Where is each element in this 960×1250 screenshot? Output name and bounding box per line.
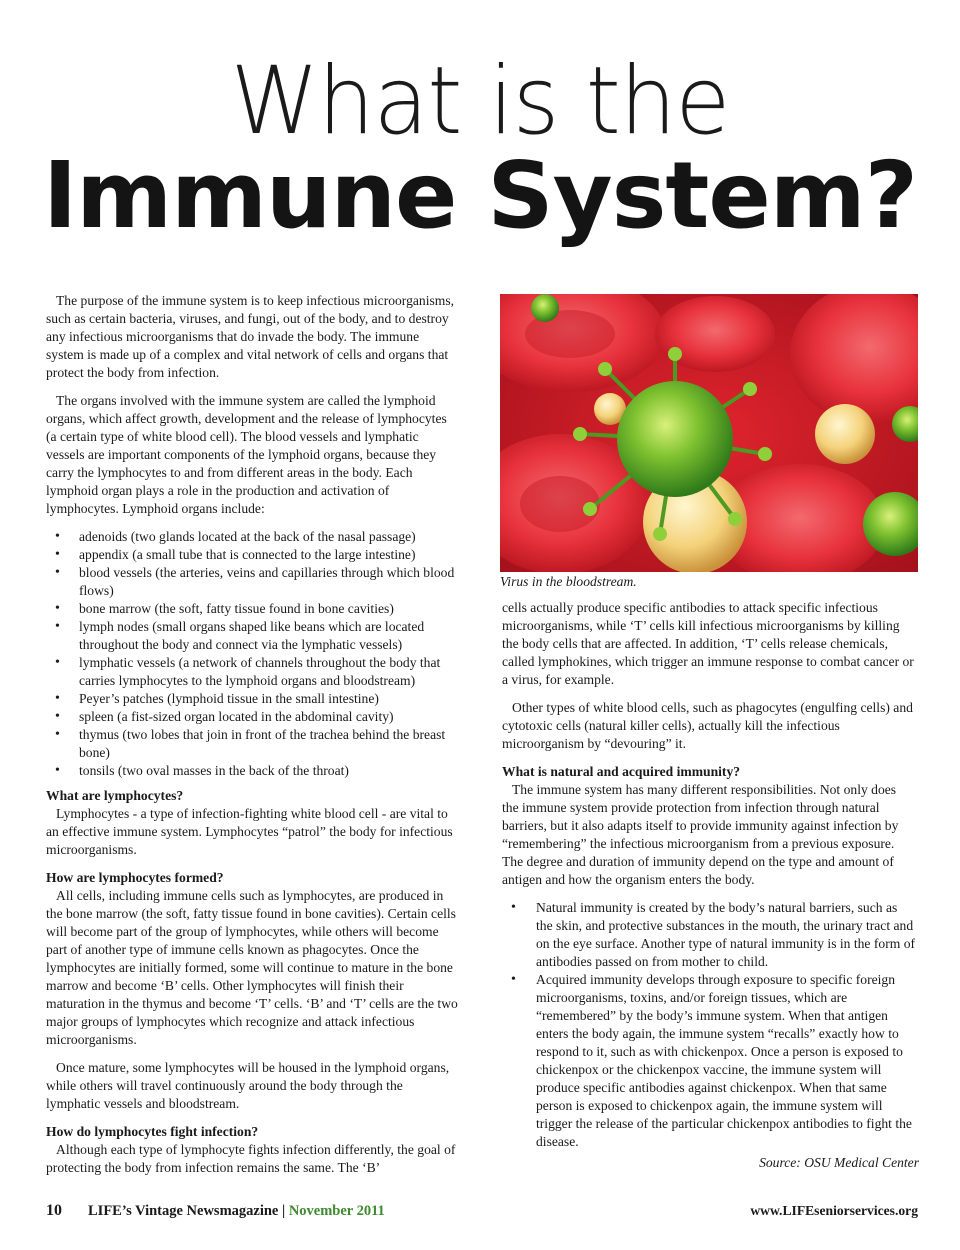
virus-bloodstream-image	[500, 294, 918, 572]
list-item: • appendix (a small tube that is connected to the large intestine)	[79, 546, 460, 564]
page-title-line2: Immune System?	[43, 142, 917, 249]
immunity-list	[502, 899, 916, 1151]
phagocytes-paragraph: Other types of white blood cells, such as phagocytes (engulfing cells) and cytotoxic cells (natural killer cells), actually kill the infectious microorganism by “devouring” it.	[502, 700, 913, 751]
list-item: • lymph nodes (small organs shaped like beans which are located throughout the body and connect via the lymphatic vessels)	[79, 618, 460, 654]
list-item: • Acquired immunity develops through exposure to specific foreign microorganisms, toxins, and/or foreign tissues, which are “remembered” by the body’s immune system. When that antigen enters the body again, the immune system “recalls” exactly how to respond to it, such as with chickenpox. Once a person is exposed to chickenpox or the chickenpox vaccine, the immune system will produce specific antibodies against chickenpox. When that same person is exposed to chickenpox again, the immune system will trigger the release of the particular chickenpox antibodies to fight the disease.	[536, 971, 916, 1151]
b-cells-paragraph: cells actually produce specific antibodies to attack specific infectious microorganisms, while ‘T’ cells kill infectious microorganisms by killing the body cells that are affected. In addition, ‘T’ cells release chemicals, called lymphokines, which trigger an immune response to combat cancer or a virus, for example.	[502, 600, 914, 687]
page-footer	[46, 1202, 918, 1226]
website-url: www.LIFEseniorservices.org	[750, 1203, 918, 1218]
list-item: • Peyer’s patches (lymphoid tissue in the small intestine)	[79, 690, 460, 708]
list-item: • lymphatic vessels (a network of channels throughout the body that carries lymphocytes to the lymphoid organs and bloodstream)	[79, 654, 460, 690]
intro-paragraph: The purpose of the immune system is to keep infectious microorganisms, such as certain bacteria, viruses, and fungi, out of the body, and to destroy any infectious microorganisms that do invade the body. The immune system is made up of a complex and vital network of cells and organs that protect the body from infection.	[46, 293, 455, 380]
virus-illustration	[500, 294, 918, 572]
lymphoid-organs-list	[46, 528, 460, 780]
immunity-paragraph: The immune system has many different responsibilities. Not only does the immune system provide protection from infection through natural barriers, but it also adapts itself to provide immunity against infection by “remembering” the infectious microorganism from a previous exposure. The degree and duration of immunity depend on the type and amount of antigen and how the organism enters the body.	[502, 782, 899, 887]
list-item: • adenoids (two glands located at the back of the nasal passage)	[79, 528, 460, 546]
list-item: • bone marrow (the soft, fatty tissue found in bone cavities)	[79, 600, 460, 618]
right-column	[502, 599, 916, 1151]
list-item: • blood vessels (the arteries, veins and capillaries through which blood flows)	[79, 564, 460, 600]
lymphocytes-paragraph: Lymphocytes - a type of infection-fighting white blood cell - are vital to an effective immune system. Lymphocytes “patrol” the body for infectious microorganisms.	[46, 806, 453, 857]
section-heading-immunity: What is natural and acquired immunity?	[502, 764, 741, 779]
issue-date: November 2011	[288, 1203, 385, 1219]
formation-paragraph: All cells, including immune cells such as lymphocytes, are produced in the bone marrow (the soft, fatty tissue found in bone cavities). Certain cells will become part of the group of lymphocytes, while others will become part of another type of immune cells known as phagocytes. Once the lymphocytes are initially formed, some will continue to mature in the bone marrow and become ‘B’ cells. Other lymphocytes will finish their maturation in the thymus and become ‘T’ cells. ‘B’ and ‘T’ cells are the two major groups of lymphocytes which recognize and attack infectious microorganisms.	[46, 888, 458, 1047]
section-heading-lymphocytes: What are lymphocytes?	[46, 788, 184, 803]
maturation-paragraph: Once mature, some lymphocytes will be housed in the lymphoid organs, while others will travel continuously around the body through the lymphatic vessels and bloodstream.	[46, 1060, 450, 1111]
image-caption: Virus in the bloodstream.	[500, 574, 637, 589]
page-number: 10	[46, 1202, 62, 1219]
magazine-name: LIFE’s Vintage Newsmagazine |	[88, 1203, 286, 1219]
virus-particle	[531, 294, 559, 322]
fight-paragraph: Although each type of lymphocyte fights infection differently, the goal of protecting the body from infection remains the same. The ‘B’	[46, 1142, 456, 1175]
white-blood-cell	[815, 404, 875, 464]
organs-intro-paragraph: The organs involved with the immune system are called the lymphoid organs, which affect growth, development and the release of lymphocytes (a certain type of white blood cell). The blood vessels and lymphatic vessels are important components of the lymphoid organs, because they carry the lymphocytes to and from different areas in the body. Each lymphoid organ plays a role in the production and activation of lymphocytes. Lymphoid organs include:	[46, 393, 447, 516]
virus-particle	[617, 381, 733, 497]
list-item: • thymus (two lobes that join in front of the trachea behind the breast bone)	[79, 726, 460, 762]
magazine-info	[88, 1203, 385, 1220]
source-credit: Source: OSU Medical Center	[759, 1155, 919, 1170]
list-item: • spleen (a fist-sized organ located in the abdominal cavity)	[79, 708, 460, 726]
left-column	[46, 292, 460, 1187]
list-item: • Natural immunity is created by the body’s natural barriers, such as the skin, and protective substances in the mouth, the urinary tract and on the eye surface. Another type of natural immunity is in the form of antibodies passed on from mother to child.	[536, 899, 916, 971]
page-title-line1: What is the	[230, 47, 730, 156]
section-heading-formation: How are lymphocytes formed?	[46, 870, 224, 885]
section-heading-fight: How do lymphocytes fight infection?	[46, 1124, 259, 1139]
list-item: • tonsils (two oval masses in the back of the throat)	[79, 762, 460, 780]
